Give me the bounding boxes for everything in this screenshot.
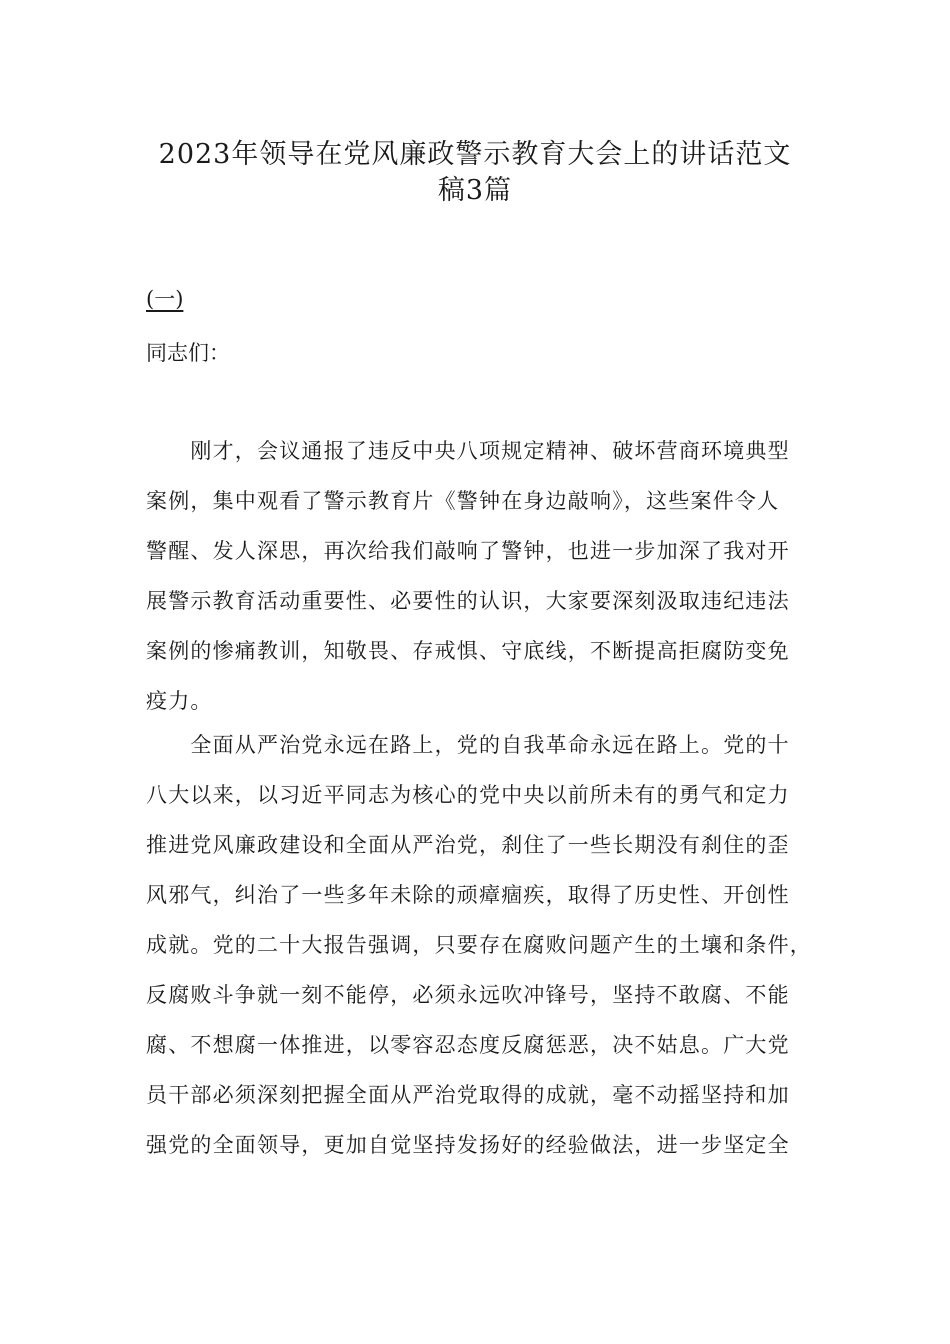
paragraph-line: 警醒、发人深思，再次给我们敲响了警钟，也进一步加深了我对开 xyxy=(146,539,790,563)
paragraph-line: 展警示教育活动重要性、必要性的认识，大家要深刻汲取违纪违法 xyxy=(146,589,790,613)
paragraph-line: 案例的惨痛教训，知敬畏、存戒惧、守底线，不断提高拒腐防变免 xyxy=(146,639,790,663)
paragraph-line: 案例，集中观看了警示教育片《警钟在身边敲响》，这些案件令人 xyxy=(146,489,780,513)
paragraph-line: 八大以来，以习近平同志为核心的党中央以前所未有的勇气和定力 xyxy=(146,783,790,807)
paragraph-line: 成就。党的二十大报告强调，只要存在腐败问题产生的土壤和条件， xyxy=(146,933,812,957)
title-line-1: 2023年领导在党风廉政警示教育大会上的讲话范文 xyxy=(158,139,792,170)
paragraph-line: 刚才，会议通报了违反中央八项规定精神、破坏营商环境典型 xyxy=(146,439,790,463)
paragraph-2 xyxy=(146,720,812,1170)
paragraph-line: 反腐败斗争就一刻不能停，必须永远吹冲锋号，坚持不敢腐、不能 xyxy=(146,983,790,1007)
paragraph-line: 全面从严治党永远在路上，党的自我革命永远在路上。党的十 xyxy=(146,733,790,757)
paragraph-line: 推进党风廉政建设和全面从严治党，刹住了一些长期没有刹住的歪 xyxy=(146,833,790,857)
salutation: 同志们： xyxy=(146,341,230,365)
document-title xyxy=(120,137,830,209)
paragraph-line: 腐、不想腐一体推进，以零容忍态度反腐惩恶，决不姑息。广大党 xyxy=(146,1033,790,1057)
paragraph-line: 强党的全面领导，更加自觉坚持发扬好的经验做法，进一步坚定全 xyxy=(146,1133,790,1157)
paragraph-line: 疫力。 xyxy=(146,689,213,713)
paragraph-line: 风邪气，纠治了一些多年未除的顽瘴痼疾，取得了历史性、开创性 xyxy=(146,883,790,907)
paragraph-1 xyxy=(146,426,806,726)
title-line-2: 稿3篇 xyxy=(437,175,513,206)
paragraph-line: 员干部必须深刻把握全面从严治党取得的成就，毫不动摇坚持和加 xyxy=(146,1083,790,1107)
section-marker: (一) xyxy=(146,287,184,311)
